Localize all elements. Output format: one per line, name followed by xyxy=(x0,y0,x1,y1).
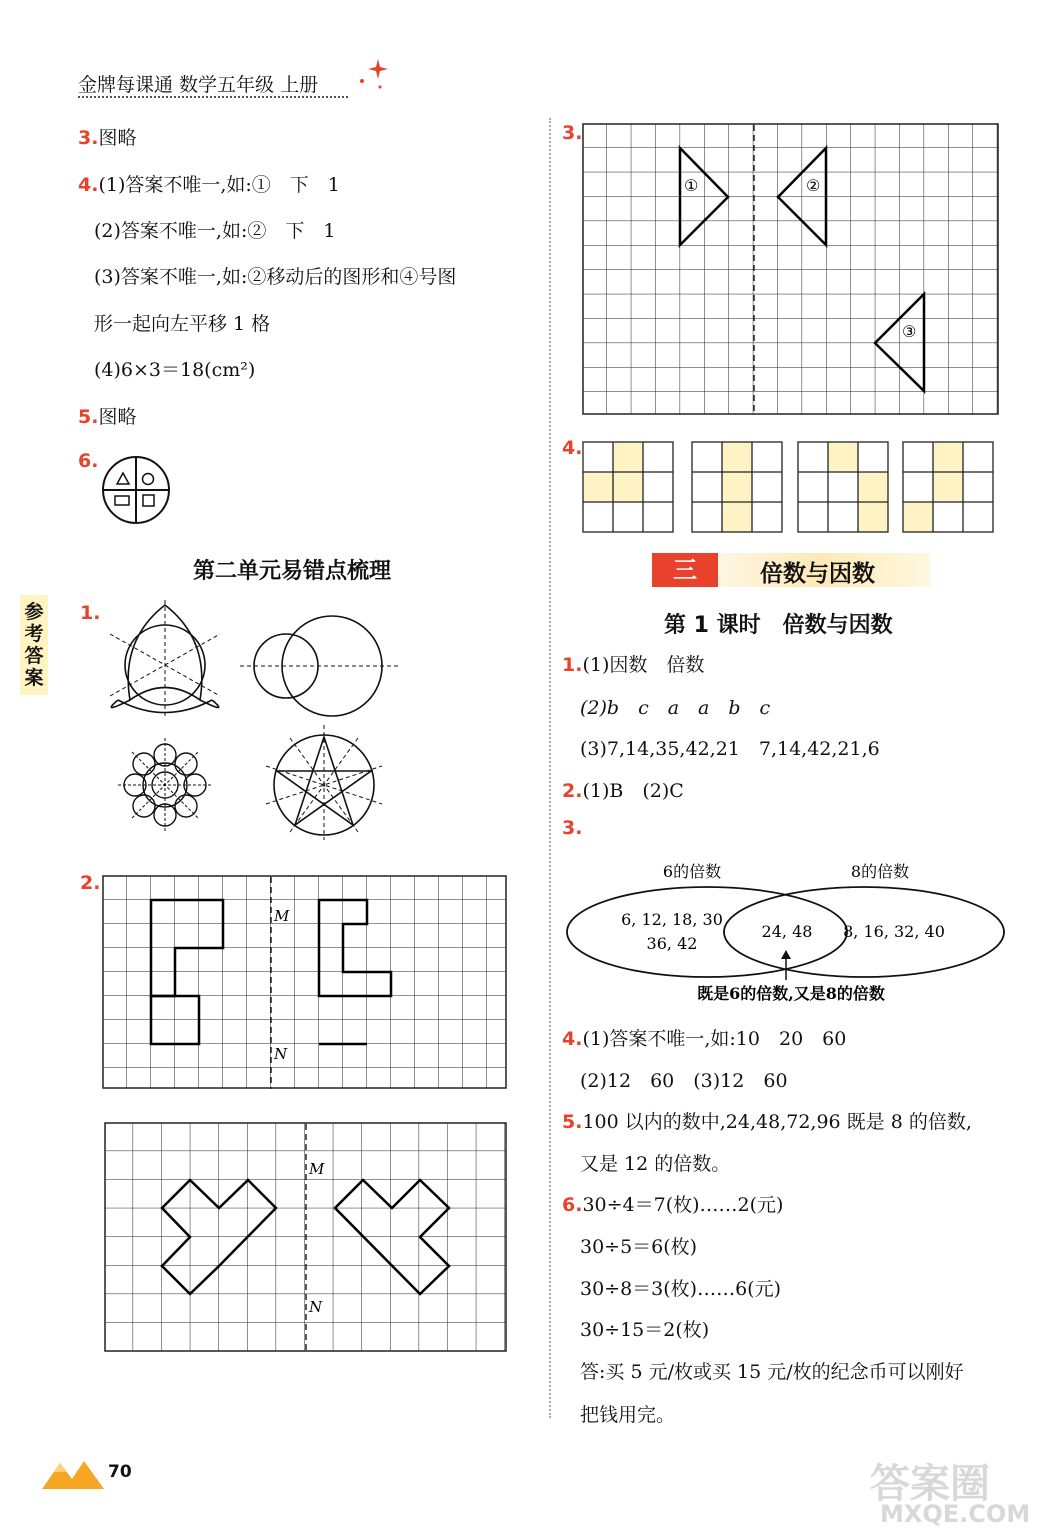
e1-symmetry-figures xyxy=(100,600,420,840)
column-divider xyxy=(549,118,551,1418)
q4-line5: (4)6×3＝18(cm²) xyxy=(94,359,256,381)
a6-line6: 把钱用完。 xyxy=(580,1404,676,1426)
side-label xyxy=(20,595,48,695)
q6-number: 6. xyxy=(78,450,99,472)
side-char: 案 xyxy=(24,667,44,689)
side-char: 考 xyxy=(24,623,44,645)
a4-line2: (2)12 60 (3)12 60 xyxy=(580,1070,788,1092)
q4-line1 xyxy=(78,170,340,197)
q5-text: 图略 xyxy=(98,406,137,428)
n-label-top: N xyxy=(274,1045,288,1063)
a1-number: 1. xyxy=(562,654,583,676)
venn-right-values: 8, 16, 32, 40 xyxy=(843,922,945,941)
a2-line xyxy=(562,776,684,803)
r-q4-line xyxy=(562,437,582,459)
unit-badge: 三 xyxy=(652,553,718,587)
unit-title: 倍数与因数 xyxy=(760,561,875,587)
e2-line xyxy=(80,872,100,894)
page-number: 70 xyxy=(108,1462,132,1482)
q5-number: 5. xyxy=(78,406,99,428)
venn-left-title: 6的倍数 xyxy=(662,862,722,881)
m-label-bottom: M xyxy=(309,1160,325,1178)
a5-line1 xyxy=(562,1107,972,1134)
star-icon xyxy=(350,55,390,95)
q4-number: 4. xyxy=(78,174,99,196)
a1-line2: (2)b c a a b c xyxy=(580,697,771,719)
mountain-icon xyxy=(40,1455,106,1491)
section-title: 第二单元易错点梳理 xyxy=(193,559,392,584)
a6-line2: 30÷5＝6(枚) xyxy=(580,1236,698,1258)
a3-number: 3. xyxy=(562,817,583,839)
r-q4-grids xyxy=(582,441,997,534)
venn-diagram xyxy=(562,855,1012,1010)
a4-text1: (1)答案不唯一,如:10 20 60 xyxy=(582,1028,847,1050)
venn-caption: 既是6的倍数,又是8的倍数 xyxy=(697,984,885,1003)
a5-number: 5. xyxy=(562,1111,583,1133)
side-char: 答 xyxy=(24,645,44,667)
a6-text1: 30÷4＝7(枚)……2(元) xyxy=(582,1194,784,1216)
a1-text1: (1)因数 倍数 xyxy=(582,654,705,676)
a6-line5: 答:买 5 元/枚或买 15 元/枚的纪念币可以刚好 xyxy=(580,1361,964,1383)
r-q4-number: 4. xyxy=(562,437,583,459)
header-title: 金牌每课通 数学五年级 上册 xyxy=(78,74,319,96)
a2-number: 2. xyxy=(562,780,583,802)
a6-line4: 30÷15＝2(枚) xyxy=(580,1319,710,1341)
watermark-url: MXQE.COM xyxy=(880,1500,1031,1528)
q6-line xyxy=(78,450,98,472)
q4-line3: (3)答案不唯一,如:②移动后的图形和④号图 xyxy=(94,266,457,288)
q4-line4: 形一起向左平移 1 格 xyxy=(94,313,271,335)
side-char: 参 xyxy=(24,601,44,623)
header-underline xyxy=(78,96,348,98)
shape-label-2: ② xyxy=(806,176,821,195)
a2-text: (1)B (2)C xyxy=(582,780,684,802)
r-q3-grid xyxy=(582,123,1000,416)
n-label-bottom: N xyxy=(309,1298,323,1316)
q6-circle-figure xyxy=(100,454,174,528)
a1-line1 xyxy=(562,650,704,677)
q3-text: 图略 xyxy=(98,127,137,149)
q3-number: 3. xyxy=(78,127,99,149)
shape-label-3: ③ xyxy=(902,322,917,341)
r-q3-line xyxy=(562,122,582,144)
q4-line2: (2)答案不唯一,如:② 下 1 xyxy=(94,220,336,242)
q5-line xyxy=(78,402,136,429)
a6-line1 xyxy=(562,1190,783,1217)
r-q3-number: 3. xyxy=(562,122,583,144)
e2-grid-bottom xyxy=(104,1122,508,1354)
a1-line3: (3)7,14,35,42,21 7,14,42,21,6 xyxy=(580,738,880,760)
a4-number: 4. xyxy=(562,1028,583,1050)
a4-line1 xyxy=(562,1024,846,1051)
m-label-top: M xyxy=(274,907,290,925)
q4-text1: (1)答案不唯一,如:① 下 1 xyxy=(98,174,340,196)
venn-left-values1: 6, 12, 18, 30 xyxy=(621,910,723,929)
e1-number: 1. xyxy=(80,602,101,624)
venn-center-values: 24, 48 xyxy=(761,922,813,941)
a6-line3: 30÷8＝3(枚)……6(元) xyxy=(580,1278,782,1300)
a5-line2: 又是 12 的倍数。 xyxy=(580,1153,731,1175)
e1-line xyxy=(80,602,100,624)
a6-number: 6. xyxy=(562,1194,583,1216)
venn-left-values2: 36, 42 xyxy=(646,934,698,953)
e2-number: 2. xyxy=(80,872,101,894)
q3-line xyxy=(78,123,136,150)
a5-text1: 100 以内的数中,24,48,72,96 既是 8 的倍数, xyxy=(582,1111,972,1133)
watermark-logo: 答案圈 xyxy=(870,1461,990,1507)
shape-label-1: ① xyxy=(684,176,699,195)
lesson-title: 第 1 课时 倍数与因数 xyxy=(664,613,893,638)
a3-line xyxy=(562,817,582,839)
venn-right-title: 8的倍数 xyxy=(850,862,910,881)
e2-grid-top xyxy=(102,875,508,1091)
